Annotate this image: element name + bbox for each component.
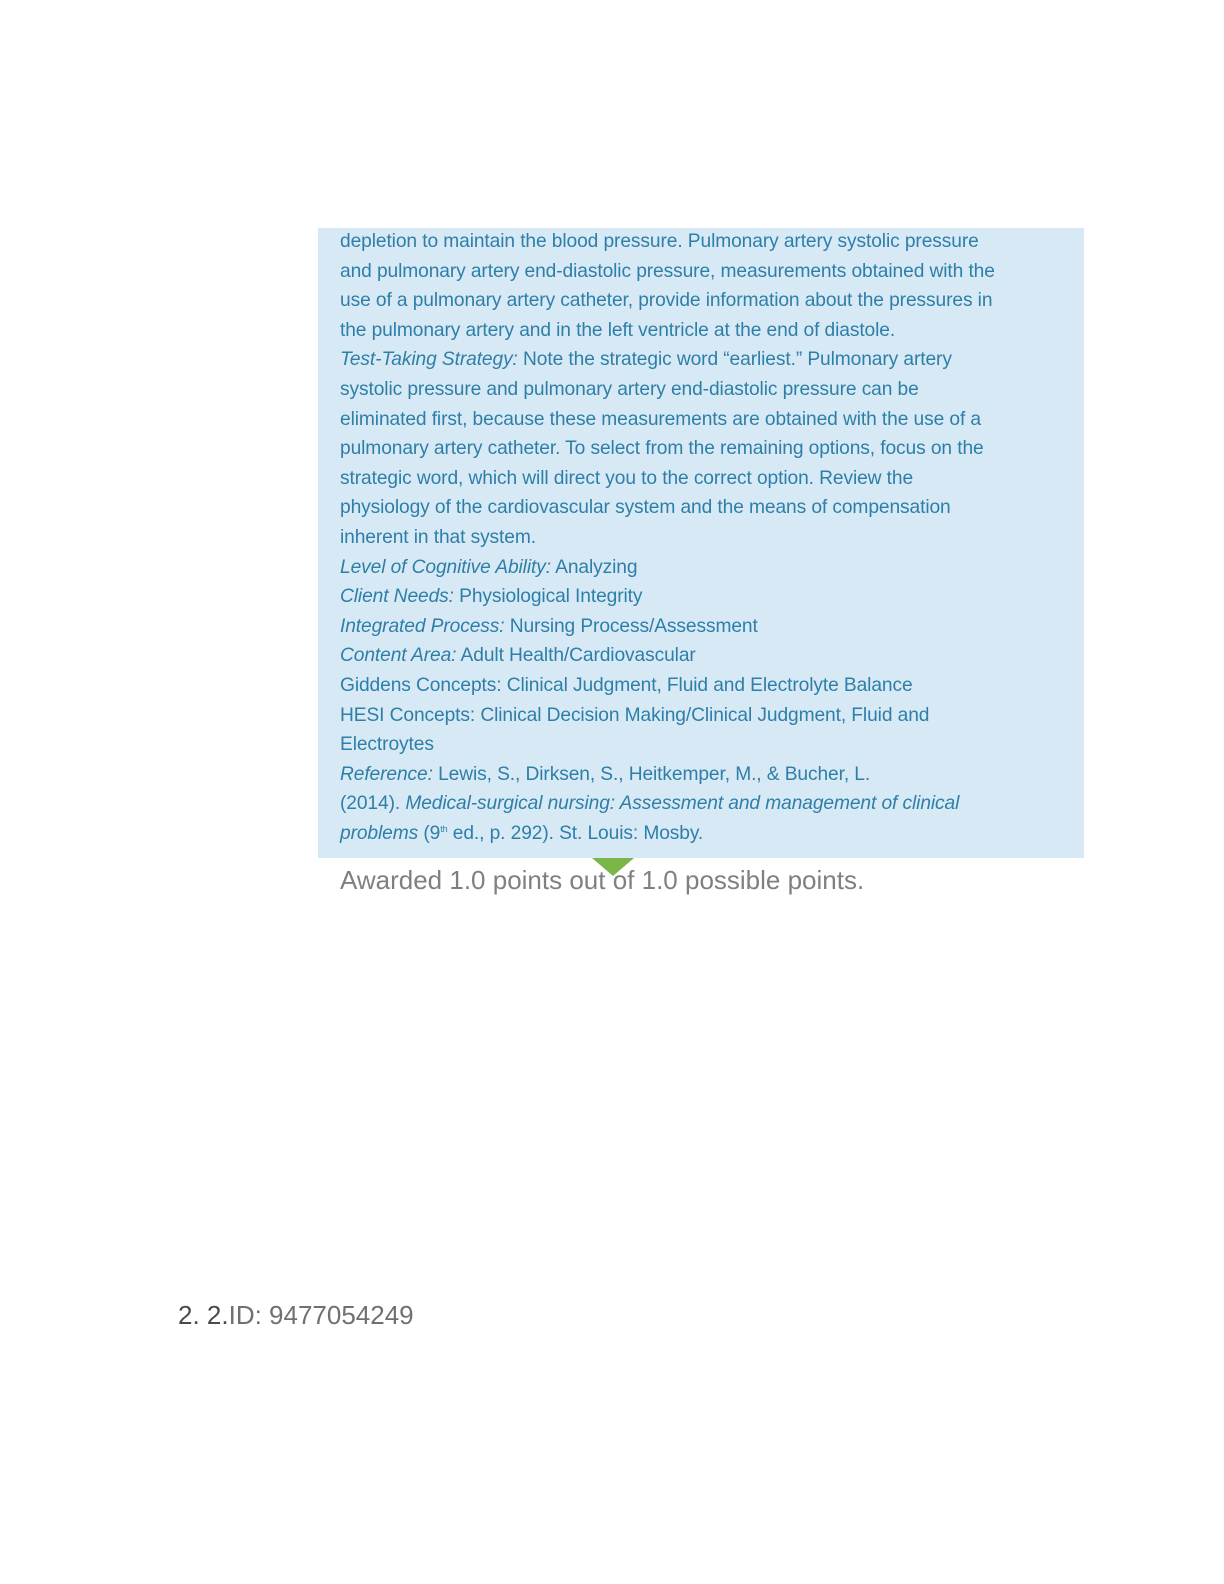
integrated-process-value: Nursing Process/Assessment <box>504 615 758 637</box>
rationale-text <box>340 227 1070 848</box>
content-area-label: Content Area: <box>340 645 457 667</box>
strategy-text: Note the strategic word “earliest.” Pulmonary artery <box>517 349 952 371</box>
reference-edition: (9 <box>418 822 441 844</box>
reference-title-end: problems <box>340 822 419 844</box>
question-number: 2. 2. <box>178 1300 229 1330</box>
strategy-line: pulmonary artery catheter. To select from the remaining options, focus on the <box>340 438 984 460</box>
strategy-first-line <box>340 345 1070 375</box>
integrated-process-label: Integrated Process: <box>340 615 505 637</box>
chevron-down-icon <box>592 858 634 876</box>
rationale-line: and pulmonary artery end-diastolic pressure, measurements obtained with the <box>340 260 995 282</box>
score-text: Awarded 1.0 points out of 1.0 possible points. <box>340 865 865 895</box>
reference-publisher: ed., p. 292). St. Louis: Mosby. <box>447 822 704 844</box>
reference-line <box>340 760 1070 790</box>
strategy-line: eliminated first, because these measurements are obtained with the use of a <box>340 408 981 430</box>
next-question-id <box>178 1298 414 1332</box>
strategy-line: strategic word, which will direct you to the correct option. Review the <box>340 467 914 489</box>
client-needs-label: Client Needs: <box>340 586 454 608</box>
content-area <box>340 641 1070 671</box>
reference-edition-suffix: th <box>440 823 448 834</box>
reference-label: Reference: <box>340 763 433 785</box>
cognitive-label: Level of Cognitive Ability: <box>340 556 551 578</box>
reference-year: (2014). <box>340 793 406 815</box>
reference-title-line <box>340 789 1070 819</box>
strategy-line: inherent in that system. <box>340 526 536 548</box>
strategy-line: physiology of the cardiovascular system and the means of compensation <box>340 497 951 519</box>
hesi-concepts: HESI Concepts: Clinical Decision Making/Clinical Judgment, Fluid and <box>340 704 930 726</box>
cognitive-level <box>340 553 1070 583</box>
reference-edition-line <box>340 819 1070 849</box>
hesi-concepts-continued: Electroytes <box>340 734 434 756</box>
rationale-line: the pulmonary artery and in the left ventricle at the end of diastole. <box>340 319 896 341</box>
content-area-value: Adult Health/Cardiovascular <box>456 645 696 667</box>
strategy-label: Test-Taking Strategy: <box>340 349 518 371</box>
reference-title: Medical-surgical nursing: Assessment and management of clinical <box>405 793 960 815</box>
client-needs <box>340 582 1070 612</box>
question-id-text: ID: 9477054249 <box>228 1300 414 1330</box>
cognitive-value: Analyzing <box>550 556 638 578</box>
giddens-concepts: Giddens Concepts: Clinical Judgment, Fluid and Electrolyte Balance <box>340 674 913 696</box>
integrated-process <box>340 612 1070 642</box>
rationale-line: depletion to maintain the blood pressure. Pulmonary artery systolic pressure <box>340 231 979 252</box>
reference-authors: Lewis, S., Dirksen, S., Heitkemper, M., & Bucher, L. <box>432 763 871 785</box>
rationale-line: use of a pulmonary artery catheter, provide information about the pressures in <box>340 290 993 312</box>
strategy-line: systolic pressure and pulmonary artery end-diastolic pressure can be <box>340 378 919 400</box>
client-needs-value: Physiological Integrity <box>453 586 643 608</box>
rationale-panel <box>318 228 1084 858</box>
